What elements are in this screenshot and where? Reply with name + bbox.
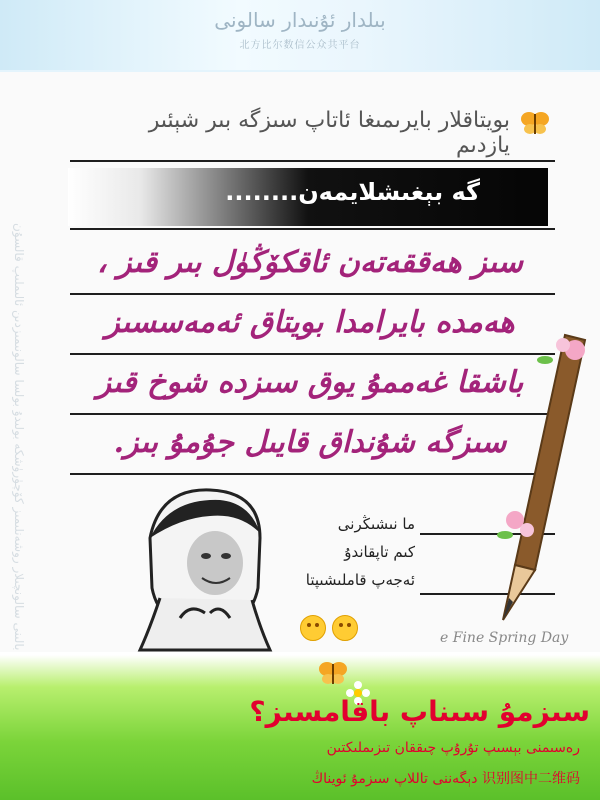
brand-subtitle: 北方比尔数信公众共平台 — [239, 40, 361, 51]
cta-instruction-1: رەسىمنى بېسىپ تۇرۇپ چىققان تىزىملىكتىن — [326, 740, 580, 756]
page-title: بويتاقلار بايرىمىغا ئاتاپ سىزگە بىر شېئىر يازدىم — [148, 108, 510, 158]
smile-emoji-icon — [332, 615, 358, 641]
ruled-line — [70, 228, 555, 230]
pencil-illustration — [475, 330, 595, 630]
speech-line-1: ما نىشىڭرنى — [337, 515, 415, 533]
top-banner — [0, 0, 600, 70]
poem-line-2: ھەمدە بايرامدا بويتاق ئەمەسسىز — [105, 305, 515, 340]
poem-line-4: سىزگە شۇنداق قايىل جۇمۇ بىز. — [113, 425, 507, 460]
cartoon-face-illustration — [130, 478, 280, 653]
butterfly-icon — [318, 660, 348, 686]
watermark-vertical-text: بالىنى سالونچىلار روشەنلىمىز كۆچۈرۈشكە بولىدۇ بولسا سالونىمىزدىن ئالىملىپ قالسۇن — [12, 222, 26, 650]
spring-day-caption: e Fine Spring Day — [440, 630, 569, 646]
brand-name: بىلدار ئۇنىدار سالونى — [214, 8, 386, 32]
cta-title: سىزمۇ سىناپ باقامسىز؟ — [249, 695, 590, 728]
speech-line-3: ئەجەپ قاملىشىپتا — [305, 571, 415, 589]
dedication-text: گە بېغىشلايمەن........ — [225, 178, 480, 206]
poem-line-1: سىز ھەققەتەن ئاقكۆڭۈل بىر قىز ، — [97, 245, 523, 280]
ruled-line — [70, 293, 555, 295]
smile-emoji-icon — [300, 615, 326, 641]
butterfly-icon — [520, 110, 550, 136]
speech-line-2: كىم تاپقاندۇ — [344, 543, 415, 561]
speech-text — [285, 510, 415, 594]
poem-line-3: باشقا غەممۇ يوق سىزدە شوخ قىز — [96, 365, 524, 400]
ruled-line — [70, 160, 555, 162]
cta-instruction-2: 识别图中二维码 دېگەننى تاللاپ سىزمۇ ئويناڭ — [311, 771, 580, 787]
